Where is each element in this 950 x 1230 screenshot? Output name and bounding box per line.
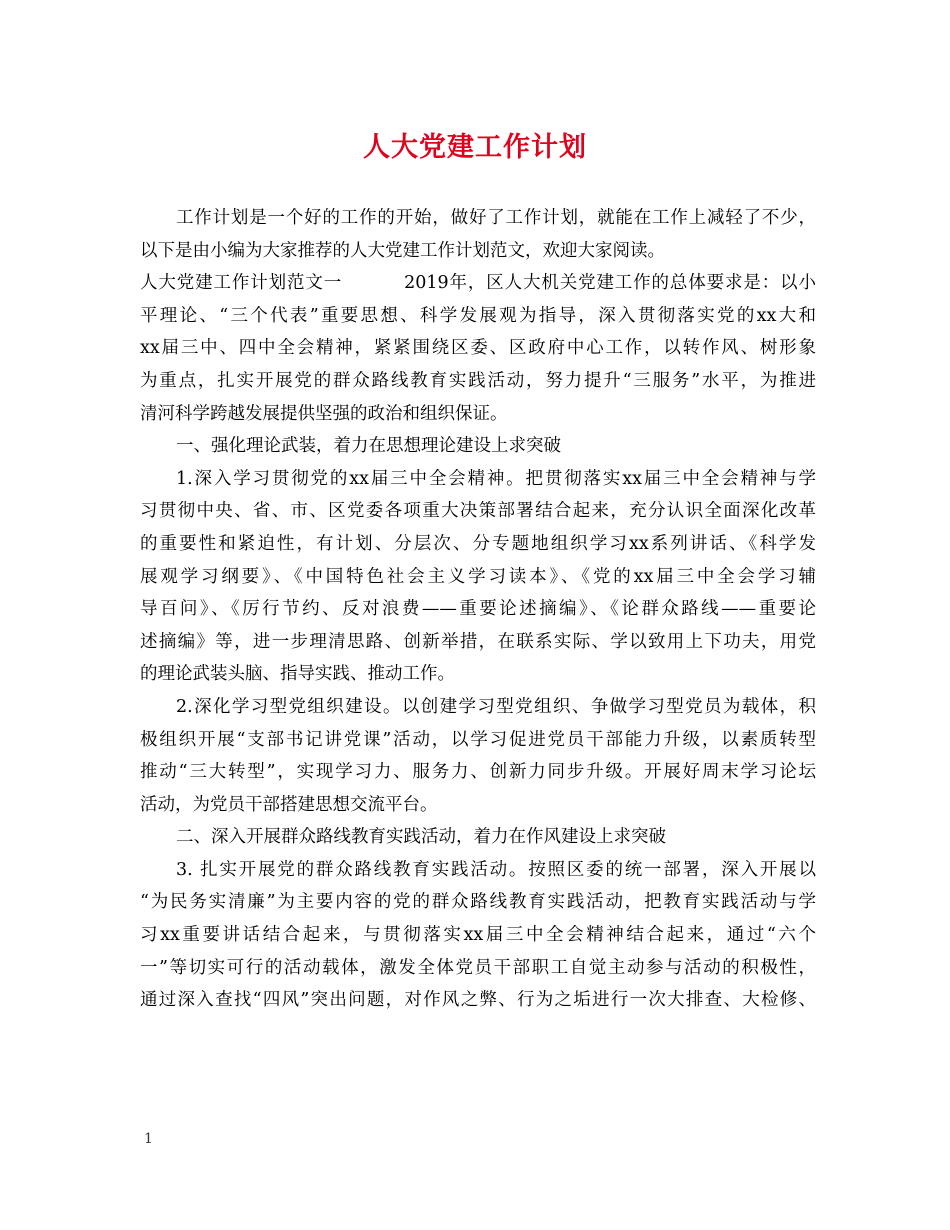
paragraph-line: 以下是由小编为大家推荐的人大党建工作计划范文，欢迎大家阅读。 (140, 240, 665, 261)
paragraph-line: 一”等切实可行的活动载体，激发全体党员干部职工自觉主动参与活动的积极性， (140, 957, 816, 978)
paragraph-text: 2019年，区人大机关党建工作的总体要求是：以小 (404, 273, 816, 294)
paragraph-line: 工作计划是一个好的工作的开始，做好了工作计划，就能在工作上减轻了不少， (176, 208, 816, 228)
paragraph-line: 展观学习纲要》、《中国特色社会主义学习读本》、《党的xx届三中全会学习辅 (140, 566, 816, 587)
paragraph-line: 通过深入查找“四风”突出问题，对作风之弊、行为之垢进行一次大排查、大检修、 (140, 990, 816, 1011)
paragraph-line: 极组织开展“支部书记讲党课”活动，以学习促进党员干部能力升级，以素质转型 (140, 729, 816, 750)
page-number: 1 (144, 1131, 153, 1147)
paragraph-line: 平理论、“三个代表”重要思想、科学发展观为指导，深入贯彻落实党的xx大和 (140, 305, 816, 326)
paragraph-line (140, 267, 816, 300)
document-body (140, 202, 816, 1017)
paragraph-line: 清河科学跨越发展提供坚强的政治和组织保证。 (140, 403, 508, 424)
paragraph-line: xx届三中、四中全会精神，紧紧围绕区委、区政府中心工作，以转作风、树形象 (140, 338, 816, 359)
paragraph-line: 推动“三大转型”，实现学习力、服务力、创新力同步升级。开展好周末学习论坛 (140, 762, 816, 783)
paragraph-line: 为重点，扎实开展党的群众路线教育实践活动，努力提升“三服务”水平，为推进 (140, 370, 816, 391)
paragraph-line: 活动，为党员干部搭建思想交流平台。 (140, 794, 438, 815)
section-heading: 一、强化理论武装，着力在思想理论建设上求突破 (176, 436, 561, 457)
paragraph-line: 的重要性和紧迫性，有计划、分层次、分专题地组织学习xx系列讲话、《科学发 (140, 533, 816, 554)
paragraph-line: 导百问》、《厉行节约、反对浪费——重要论述摘编》、《论群众路线——重要论 (140, 599, 816, 620)
document-title: 人大党建工作计划 (363, 132, 587, 163)
paragraph-line: 的理论武装头脑、指导实践、推动工作。 (140, 664, 455, 685)
paragraph-line: 2.深化学习型党组织建设。以创建学习型党组织、争做学习型党员为载体，积 (176, 696, 816, 717)
paragraph-line: 习贯彻中央、省、市、区党委各项重大决策部署结合起来，充分认识全面深化改革 (140, 501, 816, 522)
paragraph-line: 1.深入学习贯彻党的xx届三中全会精神。把贯彻落实xx届三中全会精神与学 (176, 468, 816, 489)
paragraph-line: “为民务实清廉”为主要内容的党的群众路线教育实践活动，把教育实践活动与学 (140, 892, 816, 913)
section-label: 人大党建工作计划范文一 (140, 273, 343, 294)
paragraph-line: 述摘编》等，进一步理清思路、创新举措，在联系实际、学以致用上下功夫，用党 (140, 631, 816, 652)
section-heading: 二、深入开展群众路线教育实践活动，着力在作风建设上求突破 (176, 827, 666, 848)
paragraph-line: 3. 扎实开展党的群众路线教育实践活动。按照区委的统一部署，深入开展以 (176, 859, 816, 880)
paragraph-line: 习xx重要讲话结合起来，与贯彻落实xx届三中全会精神结合起来，通过“六个 (140, 925, 816, 946)
